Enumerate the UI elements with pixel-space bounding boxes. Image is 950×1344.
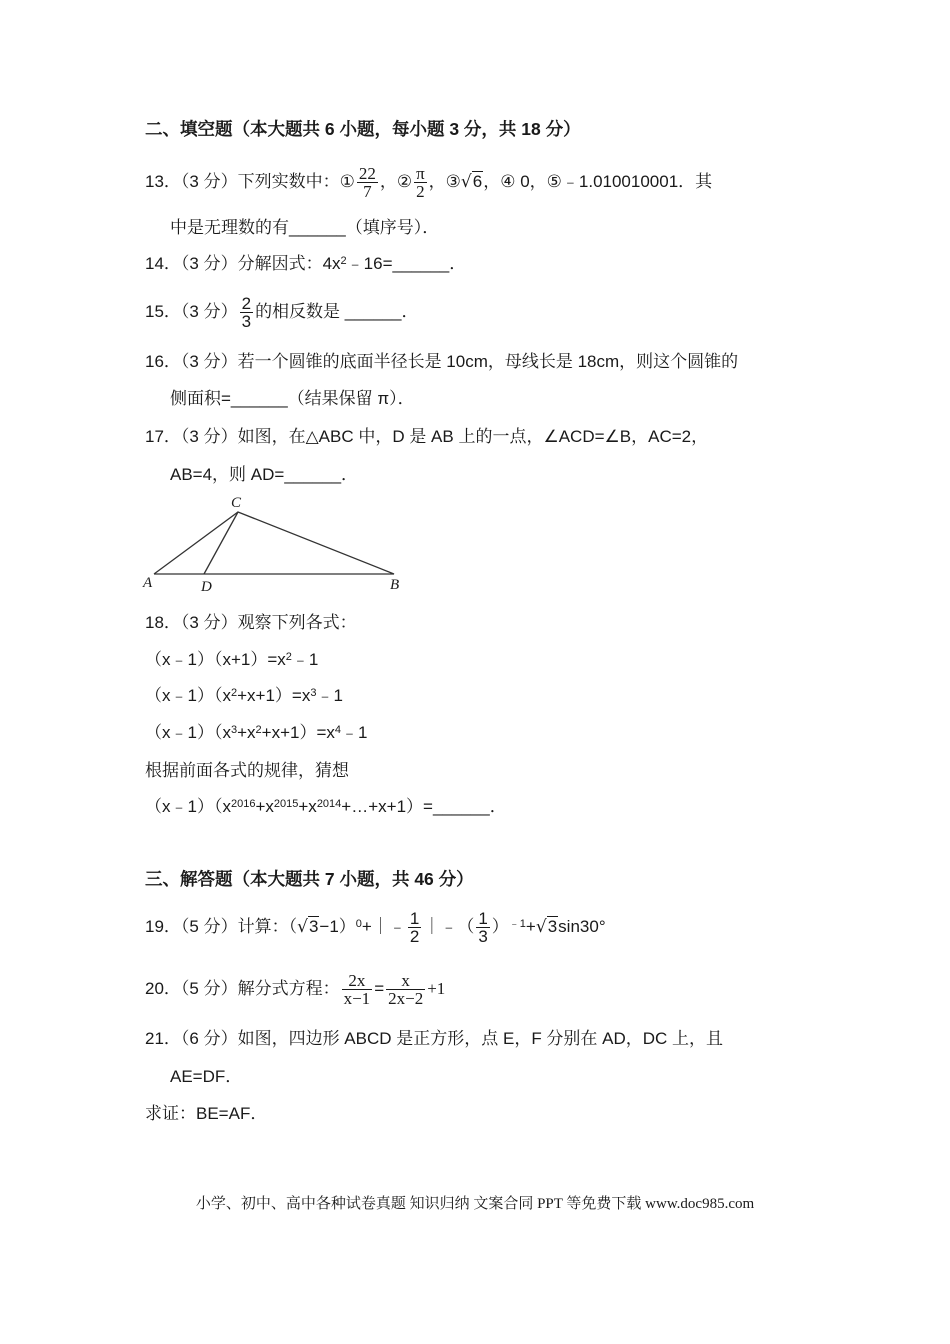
sqrt-3: √3	[297, 917, 319, 937]
question-18-intro: 18．（3 分）观察下列各式：	[145, 613, 357, 632]
label-b: B	[390, 577, 400, 593]
question-21-line-3: 求证：BE=AF．	[145, 1104, 268, 1123]
section-3-title: 三、解答题（本大题共 7 小题，共 46 分）	[145, 869, 474, 889]
q13-prefix: 13．（3 分）下列实数中：①	[145, 171, 355, 191]
question-18-guess: 根据前面各式的规律，猜想	[145, 761, 349, 780]
segment-cd	[204, 512, 238, 574]
section-2-title: 二、填空题（本大题共 6 小题，每小题 3 分，共 18 分）	[145, 119, 581, 139]
fraction-1-2: $\frac{1}{2}$	[409, 909, 420, 947]
fraction-x-over-2x-minus-2: $\frac{x}{2x-2}$	[388, 971, 424, 1009]
question-20: 20．（5 分）解分式方程： $\frac{2x}{x-1}$ = $\frac{x}{2x-2}$ +1	[145, 971, 446, 1009]
question-16-line-1: 16．（3 分）若一个圆锥的底面半径长是 10cm，母线长是 18cm，则这个圆锥的	[145, 352, 739, 371]
question-13-line-1: 13．（3 分）下列实数中：① $\frac{22}{7}$ ，② $\frac{\pi}{2}$ ，③√6，④ 0，⑤﹣1.010010001．其	[145, 164, 713, 201]
fraction-1-3: $\frac{1}{3}$	[478, 909, 488, 947]
triangle-abc-figure	[140, 490, 410, 595]
question-17-line-2: AB=4，则 AD=______．	[170, 465, 359, 484]
question-15: 15．（3 分） $\frac{2}{3}$ 的相反数是 ______．	[145, 294, 419, 332]
question-13-line-2: 中是无理数的有______（填序号）．	[170, 218, 440, 237]
label-c: C	[231, 495, 242, 511]
sqrt-3-second: √3	[535, 917, 558, 937]
identity-row-1: $(x﹣1)(x+1)=x^2﹣1$	[145, 650, 319, 669]
fraction-2-3: $\frac{2}{3}$	[241, 294, 252, 332]
identity-row-3: $(x﹣1)(x^3+x^2+x+1)=x^4﹣1$	[145, 723, 368, 742]
question-21-line-1: 21．（6 分）如图，四边形 ABCD 是正方形，点 E，F 分别在 AD，DC 上，且	[145, 1029, 724, 1048]
fraction-pi-2: $\frac{\pi}{2}$	[416, 164, 425, 201]
question-21-line-2: AE=DF．	[170, 1067, 243, 1086]
question-19: 19．（5 分）计算：$(√3-1)^0+|﹣$ $\frac{1}{2}$ ｜﹣（ $\frac{1}{3}$ ）$^{﹣1}$+√3sin30°	[145, 906, 606, 948]
label-a: A	[143, 575, 153, 591]
fraction-2x-over-x-minus-1: $\frac{2x}{x-1}$	[343, 971, 371, 1009]
question-16-line-2: 侧面积=______（结果保留 π）．	[170, 389, 415, 408]
sqrt-6: √6	[460, 171, 483, 192]
identity-row-2: $(x﹣1)(x^2+x+1)=x^3﹣1$	[145, 686, 343, 705]
label-d: D	[201, 579, 212, 595]
question-14: 14．（3 分）分解因式：$4x^2﹣16=\_\_\_\_\_\_$．	[145, 254, 467, 273]
footer-ad-text: 小学、初中、高中各种试卷真题 知识归纳 文案合同 PPT 等免费下载 www.doc985.com	[195, 1196, 755, 1212]
fraction-22-7: $\frac{22}{7}$	[358, 164, 376, 201]
question-17-line-1: 17．（3 分）如图，在△ABC 中，D 是 AB 上的一点，∠ACD=∠B，AC=2，	[145, 427, 709, 446]
triangle-abc	[154, 512, 394, 574]
identity-row-4: $(x﹣1)(x^{2016}+x^{2015}+x^{2014}+\dots+x+1)=\_\_\_\_\_\_$．	[145, 797, 507, 816]
